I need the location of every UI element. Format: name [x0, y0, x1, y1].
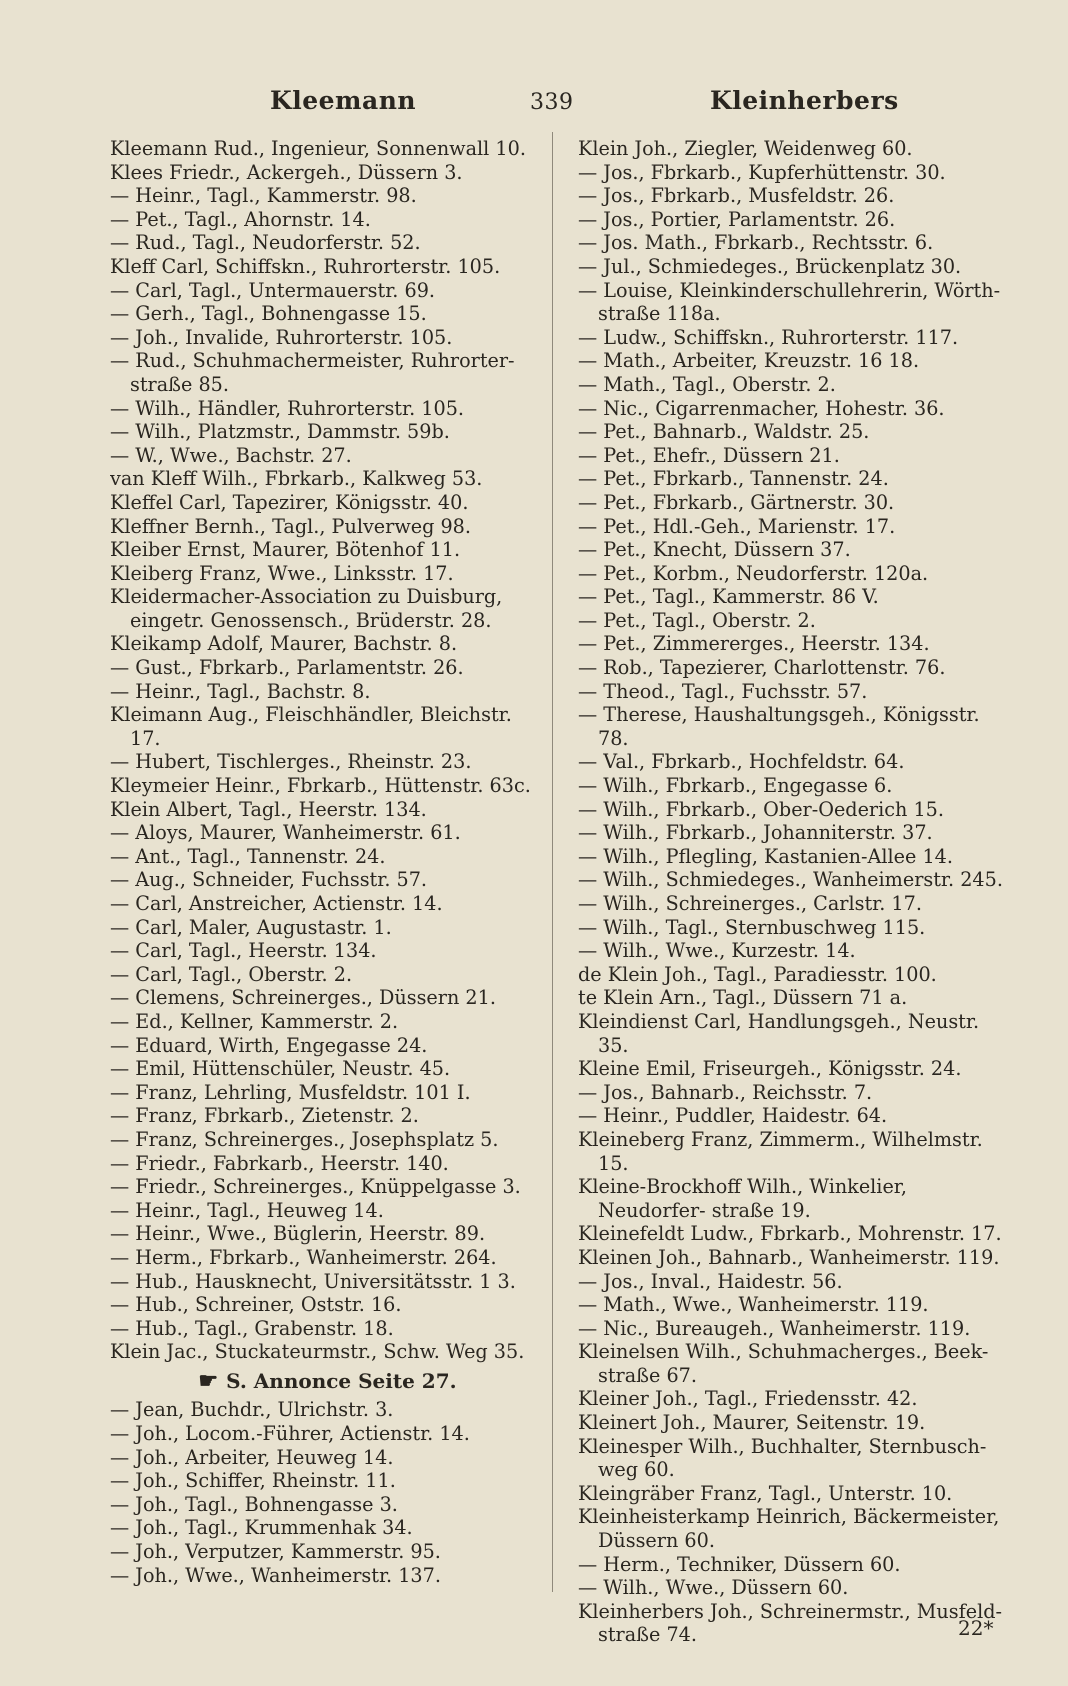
directory-entry: — Pet., Fbrkarb., Gärtnerstr. 30. — [578, 490, 895, 514]
directory-entry: — Franz, Lehrling, Musfeldstr. 101 I. — [110, 1080, 471, 1104]
directory-entry: — Aloys, Maurer, Wanheimerstr. 61. — [110, 821, 461, 845]
directory-entry: Kleineberg Franz, Zimmerm., Wilhelmstr. 15. — [578, 1127, 983, 1175]
directory-entry: — Wilh., Fbrkarb., Ober-Oederich 15. — [578, 797, 944, 821]
directory-entry: Kleine Emil, Friseurgeh., Königsstr. 24. — [578, 1057, 962, 1081]
directory-entry: — Jos., Fbrkarb., Kupferhüttenstr. 30. — [578, 160, 946, 184]
directory-entry: — Wilh., Platzmstr., Dammstr. 59b. — [110, 420, 450, 444]
directory-entry: — Jul., Schmiedeges., Brückenplatz 30. — [578, 254, 962, 278]
directory-entry: — Jos., Fbrkarb., Musfeldstr. 26. — [578, 184, 895, 208]
directory-entry: — Jos., Portier, Parlamentstr. 26. — [578, 207, 896, 231]
directory-entry: Kleikamp Adolf, Maurer, Bachstr. 8. — [110, 632, 458, 656]
directory-entry: — Heinr., Wwe., Büglerin, Heerstr. 89. — [110, 1222, 486, 1246]
directory-entry: — Heinr., Tagl., Bachstr. 8. — [110, 679, 371, 703]
directory-entry: — Pet., Zimmererges., Heerstr. 134. — [578, 632, 930, 656]
directory-entry: Klein Albert, Tagl., Heerstr. 134. — [110, 797, 427, 821]
directory-entry: — Carl, Tagl., Untermauerstr. 69. — [110, 278, 435, 302]
right-column — [578, 137, 1013, 1647]
directory-entry: — Herm., Techniker, Düssern 60. — [578, 1552, 901, 1576]
directory-entry: — Ant., Tagl., Tannenstr. 24. — [110, 844, 386, 868]
column-divider — [552, 132, 553, 1592]
directory-entry: — Wilh., Pflegling, Kastanien-Allee 14. — [578, 844, 953, 868]
directory-entry: — Ed., Kellner, Kammerstr. 2. — [110, 1009, 399, 1033]
directory-entry: Kleidermacher-Association zu Duisburg, eingetr. Genossensch., Brüderstr. 28. — [110, 585, 503, 632]
directory-entry: Kleingräber Franz, Tagl., Unterstr. 10. — [578, 1481, 953, 1505]
directory-entry: Kleinherbers Joh., Schreinermstr., Musfeld- straße 74. — [578, 1599, 1002, 1647]
directory-entry: — Wilh., Tagl., Sternbuschweg 115. — [578, 915, 926, 939]
directory-entry: Kleinefeldt Ludw., Fbrkarb., Mohrenstr. 17. — [578, 1222, 1002, 1246]
directory-entry: Kleine-Brockhoff Wilh., Winkelier, Neudorfer- straße 19. — [578, 1175, 907, 1222]
annonce-text: S. Annonce Seite 27. — [226, 1368, 457, 1393]
directory-entry: — Louise, Kleinkinderschullehrerin, Wörth- straße 118a. — [578, 278, 1001, 326]
directory-entry: Kleffel Carl, Tapezirer, Königsstr. 40. — [110, 490, 469, 514]
directory-entry: — Math., Wwe., Wanheimerstr. 119. — [578, 1293, 929, 1317]
directory-entry: — Heinr., Tagl., Heuweg 14. — [110, 1198, 384, 1222]
left-entry-list — [110, 137, 545, 1364]
directory-entry: — Hub., Schreiner, Oststr. 16. — [110, 1293, 402, 1317]
directory-entry: Klein Joh., Ziegler, Weidenweg 60. — [578, 137, 913, 160]
directory-entry: — Heinr., Tagl., Kammerstr. 98. — [110, 184, 417, 208]
directory-entry: — Hubert, Tischlerges., Rheinstr. 23. — [110, 750, 472, 774]
directory-entry: — Franz, Fbrkarb., Zietenstr. 2. — [110, 1104, 419, 1128]
directory-entry: van Kleff Wilh., Fbrkarb., Kalkweg 53. — [110, 467, 483, 491]
directory-entry: — Carl, Maler, Augustastr. 1. — [110, 915, 392, 939]
directory-entry: — Wilh., Fbrkarb., Engegasse 6. — [578, 774, 893, 798]
right-entry-list — [578, 137, 1013, 1647]
directory-entry: — Carl, Tagl., Oberstr. 2. — [110, 962, 353, 986]
directory-entry: — Clemens, Schreinerges., Düssern 21. — [110, 986, 496, 1010]
signature-mark: 22* — [958, 1616, 994, 1640]
directory-entry: — Pet., Korbm., Neudorferstr. 120a. — [578, 561, 929, 585]
directory-entry: — Wilh., Schreinerges., Carlstr. 17. — [578, 892, 922, 915]
directory-entry: — Friedr., Fabrkarb., Heerstr. 140. — [110, 1151, 449, 1175]
directory-entry: — Wilh., Fbrkarb., Johanniterstr. 37. — [578, 821, 933, 845]
directory-entry: Kleinen Joh., Bahnarb., Wanheimerstr. 119. — [578, 1245, 1000, 1269]
directory-entry: — Joh., Schiffer, Rheinstr. 11. — [110, 1469, 396, 1493]
directory-entry: — Joh., Locom.-Führer, Actienstr. 14. — [110, 1422, 470, 1446]
directory-entry: — Joh., Invalide, Ruhrorterstr. 105. — [110, 325, 453, 349]
directory-entry: — Math., Tagl., Oberstr. 2. — [578, 372, 836, 396]
directory-entry: Kleimann Aug., Fleischhändler, Bleichstr. 17. — [110, 703, 512, 750]
directory-entry: — Rud., Schuhmachermeister, Ruhrorter- straße 85. — [110, 349, 515, 396]
directory-entry: — Joh., Verputzer, Kammerstr. 95. — [110, 1540, 441, 1564]
page-number: 339 — [530, 90, 574, 115]
directory-entry: — Emil, Hüttenschüler, Neustr. 45. — [110, 1057, 451, 1081]
directory-entry: — Math., Arbeiter, Kreuzstr. 16 18. — [578, 349, 920, 373]
directory-entry: — Jos., Bahnarb., Reichsstr. 7. — [578, 1080, 873, 1104]
directory-entry: Kleiner Joh., Tagl., Friedensstr. 42. — [578, 1387, 918, 1411]
directory-entry: — Pet., Knecht, Düssern 37. — [578, 538, 851, 562]
directory-entry: — Jos. Math., Fbrkarb., Rechtsstr. 6. — [578, 231, 934, 255]
left-column — [110, 137, 545, 1587]
directory-entry: — Herm., Fbrkarb., Wanheimerstr. 264. — [110, 1245, 497, 1269]
directory-entry: Kleinert Joh., Maurer, Seitenstr. 19. — [578, 1411, 926, 1435]
directory-entry: — Nic., Bureaugeh., Wanheimerstr. 119. — [578, 1316, 971, 1340]
directory-entry: — Joh., Tagl., Krummenhak 34. — [110, 1516, 413, 1540]
directory-entry: Kleffner Bernh., Tagl., Pulverweg 98. — [110, 514, 471, 538]
directory-entry: — Pet., Hdl.-Geh., Marienstr. 17. — [578, 514, 896, 538]
directory-entry: — Pet., Tagl., Ahornstr. 14. — [110, 207, 371, 231]
directory-entry: — Ludw., Schiffskn., Ruhrorterstr. 117. — [578, 325, 959, 349]
directory-entry: — Hub., Hausknecht, Universitätsstr. 1 3. — [110, 1269, 516, 1293]
annonce-reference — [110, 1367, 545, 1394]
directory-entry: — Hub., Tagl., Grabenstr. 18. — [110, 1316, 394, 1340]
directory-entry: — Pet., Bahnarb., Waldstr. 25. — [578, 420, 870, 444]
directory-entry: — Therese, Haushaltungsgeh., Königsstr. 78. — [578, 703, 980, 750]
directory-entry: — Pet., Fbrkarb., Tannenstr. 24. — [578, 467, 889, 491]
directory-entry: Klein Jac., Stuckateurmstr., Schw. Weg 35. — [110, 1340, 525, 1364]
directory-entry: Kleymeier Heinr., Fbrkarb., Hüttenstr. 63c. — [110, 774, 531, 798]
directory-entry: — Jos., Inval., Haidestr. 56. — [578, 1269, 843, 1293]
directory-entry: Kleemann Rud., Ingenieur, Sonnenwall 10. — [110, 137, 526, 160]
directory-entry: — Wilh., Wwe., Düssern 60. — [578, 1576, 849, 1600]
directory-entry: Kleff Carl, Schiffskn., Ruhrorterstr. 105. — [110, 254, 501, 278]
directory-entry: — Pet., Ehefr., Düssern 21. — [578, 443, 840, 467]
directory-entry: — Jean, Buchdr., Ulrichstr. 3. — [110, 1398, 394, 1422]
directory-entry: Klees Friedr., Ackergeh., Düssern 3. — [110, 160, 463, 184]
directory-entry: — Joh., Arbeiter, Heuweg 14. — [110, 1445, 394, 1469]
directory-entry: — Franz, Schreinerges., Josephsplatz 5. — [110, 1127, 499, 1151]
header-right-name: Kleinherbers — [710, 86, 899, 115]
directory-entry: — Pet., Tagl., Oberstr. 2. — [578, 608, 816, 632]
directory-entry: — Carl, Tagl., Heerstr. 134. — [110, 939, 377, 963]
directory-entry: Kleiberg Franz, Wwe., Linksstr. 17. — [110, 561, 454, 585]
directory-entry: — W., Wwe., Bachstr. 27. — [110, 443, 352, 467]
directory-entry: — Theod., Tagl., Fuchsstr. 57. — [578, 679, 868, 703]
directory-entry: — Eduard, Wirth, Engegasse 24. — [110, 1033, 428, 1057]
directory-entry: — Gerh., Tagl., Bohnengasse 15. — [110, 302, 427, 326]
directory-entry: de Klein Joh., Tagl., Paradiesstr. 100. — [578, 962, 937, 986]
directory-entry: — Val., Fbrkarb., Hochfeldstr. 64. — [578, 750, 905, 774]
directory-entry: Kleindienst Carl, Handlungsgeh., Neustr. 35. — [578, 1009, 980, 1057]
directory-entry: — Nic., Cigarrenmacher, Hohestr. 36. — [578, 396, 945, 420]
directory-entry: — Joh., Wwe., Wanheimerstr. 137. — [110, 1563, 441, 1587]
directory-entry: Kleinelsen Wilh., Schuhmacherges., Beek- straße 67. — [578, 1340, 989, 1387]
directory-entry: — Wilh., Wwe., Kurzestr. 14. — [578, 939, 856, 963]
directory-entry: — Wilh., Händler, Ruhrorterstr. 105. — [110, 396, 465, 420]
directory-entry: — Friedr., Schreinerges., Knüppelgasse 3. — [110, 1175, 521, 1199]
directory-entry: Kleinesper Wilh., Buchhalter, Sternbusch- weg 60. — [578, 1434, 987, 1482]
directory-entry: — Pet., Tagl., Kammerstr. 86 V. — [578, 585, 879, 609]
directory-entry: Kleinheisterkamp Heinrich, Bäckermeister, Düssern 60. — [578, 1505, 1000, 1553]
directory-entry: Kleiber Ernst, Maurer, Bötenhof 11. — [110, 538, 461, 562]
pointing-hand-icon: ☛ — [198, 1367, 219, 1394]
directory-entry: — Joh., Tagl., Bohnengasse 3. — [110, 1492, 398, 1516]
directory-entry: — Carl, Anstreicher, Actienstr. 14. — [110, 892, 443, 915]
directory-entry: — Rob., Tapezierer, Charlottenstr. 76. — [578, 656, 946, 680]
directory-entry: — Gust., Fbrkarb., Parlamentstr. 26. — [110, 656, 464, 680]
directory-entry: te Klein Arn., Tagl., Düssern 71 a. — [578, 986, 908, 1010]
left-entry-list-after — [110, 1398, 545, 1587]
directory-entry: — Aug., Schneider, Fuchsstr. 57. — [110, 868, 428, 892]
header-left-name: Kleemann — [270, 86, 417, 115]
directory-entry: — Heinr., Puddler, Haidestr. 64. — [578, 1104, 888, 1128]
directory-entry: — Rud., Tagl., Neudorferstr. 52. — [110, 231, 421, 255]
directory-entry: — Wilh., Schmiedeges., Wanheimerstr. 245. — [578, 868, 1003, 892]
